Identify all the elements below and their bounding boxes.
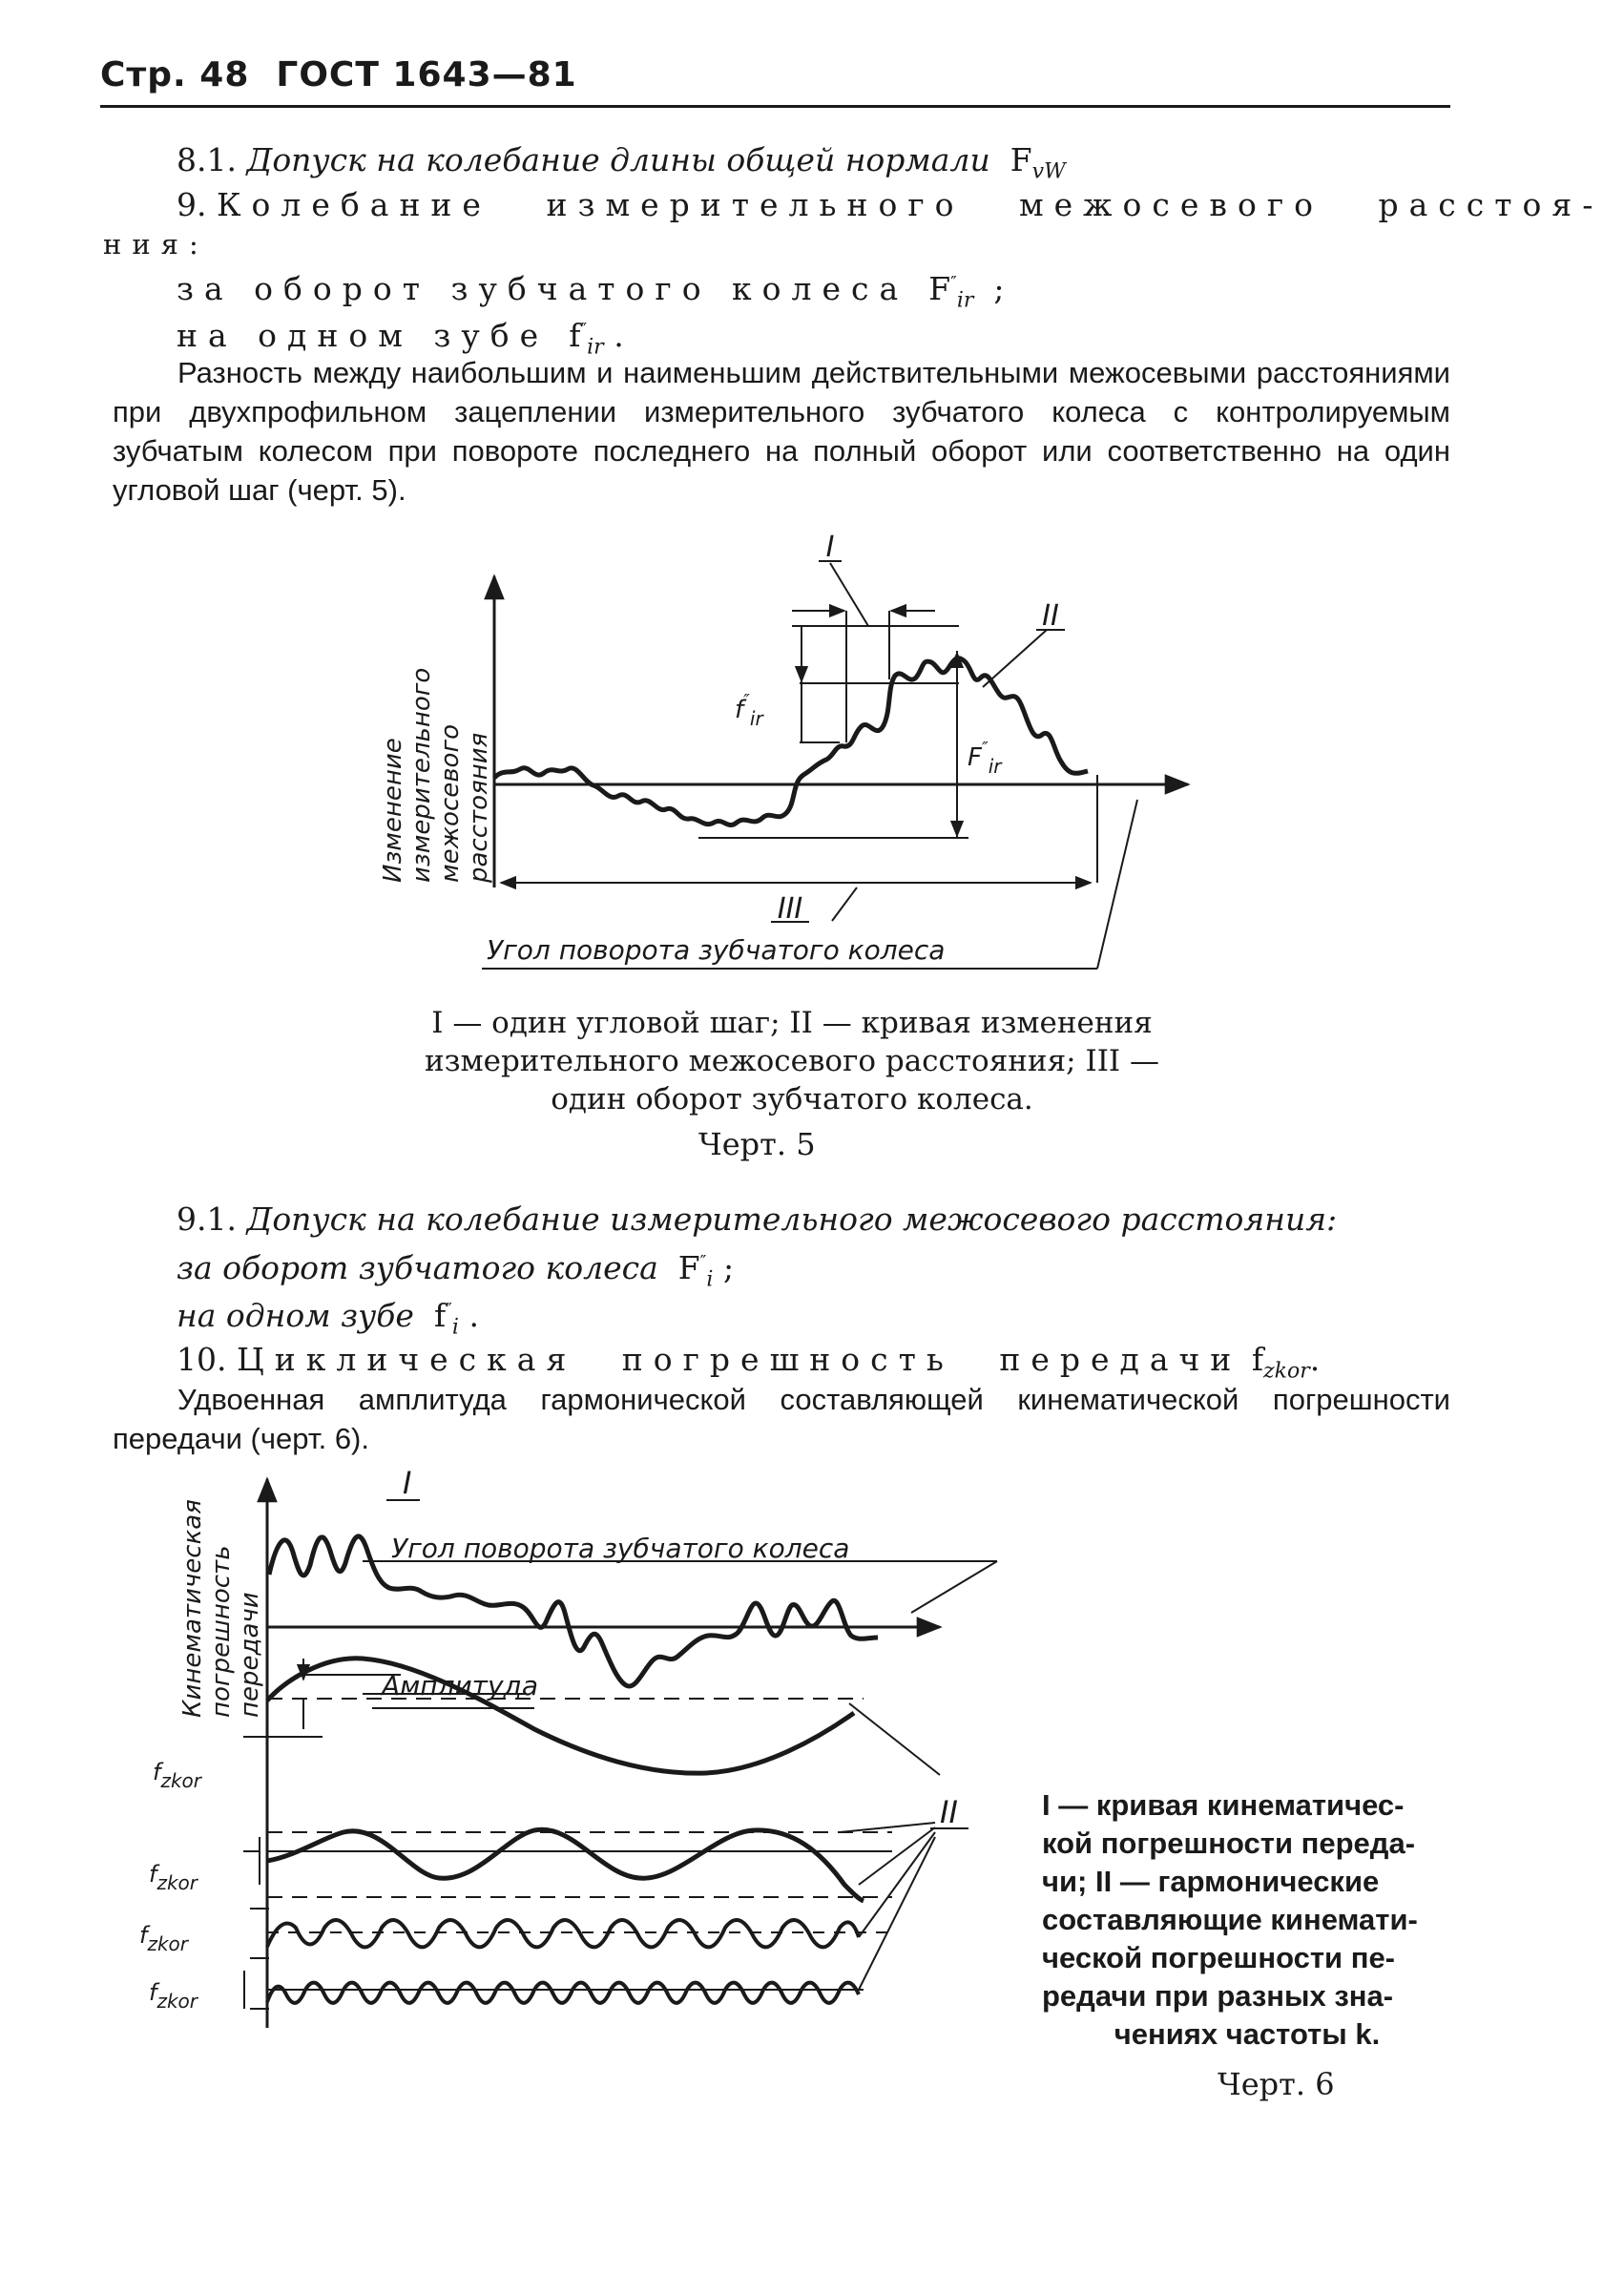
fig5-y-caption (379, 668, 493, 884)
svg-text:расстояния: расстояния (465, 732, 493, 883)
fig6-x-caption: Угол поворота зубчатого колеса (391, 1533, 850, 1564)
fig6-harmonic-2 (267, 1829, 864, 1901)
section-9-title: 9. Колебание измерительного межосевого расстоя- (177, 186, 1603, 223)
fig6-fz-4: $f_{zkor}$ (149, 1979, 198, 2013)
svg-text:Изменение: Изменение (379, 738, 407, 883)
section-9-1-line-1: за оборот зубчатого колеса $F''_i$ ; (177, 1249, 735, 1292)
svg-text:межосевого: межосевого (436, 723, 465, 883)
fig5-x-caption: Угол поворота зубчатого колеса (487, 934, 946, 966)
fig5-label-II: II (1042, 599, 1059, 633)
fig6-caption: I — кривая кинематичес- кой погрешности переда- чи; II — гармонические составляющие кинемати- ческой погрешности пе- редачи при разных зна- чениях частоты k. (1042, 1788, 1418, 2051)
page-header (100, 55, 604, 94)
svg-text:измерительного: измерительного (407, 667, 436, 883)
figure-6 (139, 1455, 1021, 2037)
fig6-label-I: I (403, 1465, 412, 1501)
section-10-title: 10. Циклическая погрешность передачи $f_{zkor}$. (177, 1341, 1321, 1384)
fig6-harmonic-3 (267, 1920, 859, 1947)
svg-text:погрешность: погрешность (207, 1545, 236, 1718)
fig6-amplitude: Амплитуда (382, 1670, 539, 1701)
fig6-y-caption (178, 1499, 264, 1718)
section-9-line-1: за оборот зубчатого колеса $F''_{ir}$ ; (177, 270, 1005, 313)
fig5-f-big: $F''_{ir}$ (968, 739, 1002, 778)
fig5-f-small: $f''_{ir}$ (735, 691, 763, 730)
fig6-label-II: II (940, 1794, 958, 1830)
fig6-harmonic-4 (267, 1983, 859, 2003)
fig5-label-I: I (825, 531, 835, 564)
fig5-label-III: III (777, 892, 803, 926)
fig5-title: Черт. 5 (698, 1126, 816, 1162)
page-number: Стр. 48 (100, 55, 250, 94)
standard-number: ГОСТ 1643—81 (276, 55, 577, 94)
section-8-1: 8.1. Допуск на колебание длины общей нормали $F_{vW}$ (177, 141, 1066, 184)
section-10-definition: Удвоенная амплитуда гармонической составляющей кинематической погрешности передачи (черт. 6). (113, 1383, 1450, 1455)
header-rule (100, 105, 1450, 108)
fig6-title: Черт. 6 (1218, 2066, 1335, 2102)
fig5-dimensions (482, 563, 1137, 969)
section-9-line-2: на одном зубе $f''_{ir}$ . (177, 317, 624, 360)
section-9-definition: Разность между наибольшим и наименьшим действительными межосевыми расстояниями при двухпрофильном зацеплении измерительного зубчатого колеса с контролируемым зубчатым колесом при повороте последнего на полный оборот или соответственно на один угловой шаг (черт. 5). (113, 356, 1450, 507)
fig6-fz-3: $f_{zkor}$ (139, 1922, 188, 1955)
section-9-1-line-2: на одном зубе $f''_i$ . (177, 1297, 479, 1340)
svg-text:Кинематическая: Кинематическая (178, 1499, 207, 1718)
section-9-1: 9.1. Допуск на колебание измерительного межосевого расстояния: (177, 1200, 1338, 1238)
fig6-fz-1: $f_{zkor}$ (153, 1759, 201, 1792)
svg-text:передачи: передачи (236, 1592, 264, 1718)
fig6-fz-2: $f_{zkor}$ (149, 1861, 198, 1894)
section-9-title-cont: ния: (103, 228, 209, 261)
fig5-caption: I — один угловой шаг; II — кривая изменения измерительного межосевого расстояния; III — один оборот зубчатого колеса. (424, 1006, 1160, 1117)
fig5-curve (494, 658, 1088, 825)
figure-5 (363, 520, 1221, 988)
